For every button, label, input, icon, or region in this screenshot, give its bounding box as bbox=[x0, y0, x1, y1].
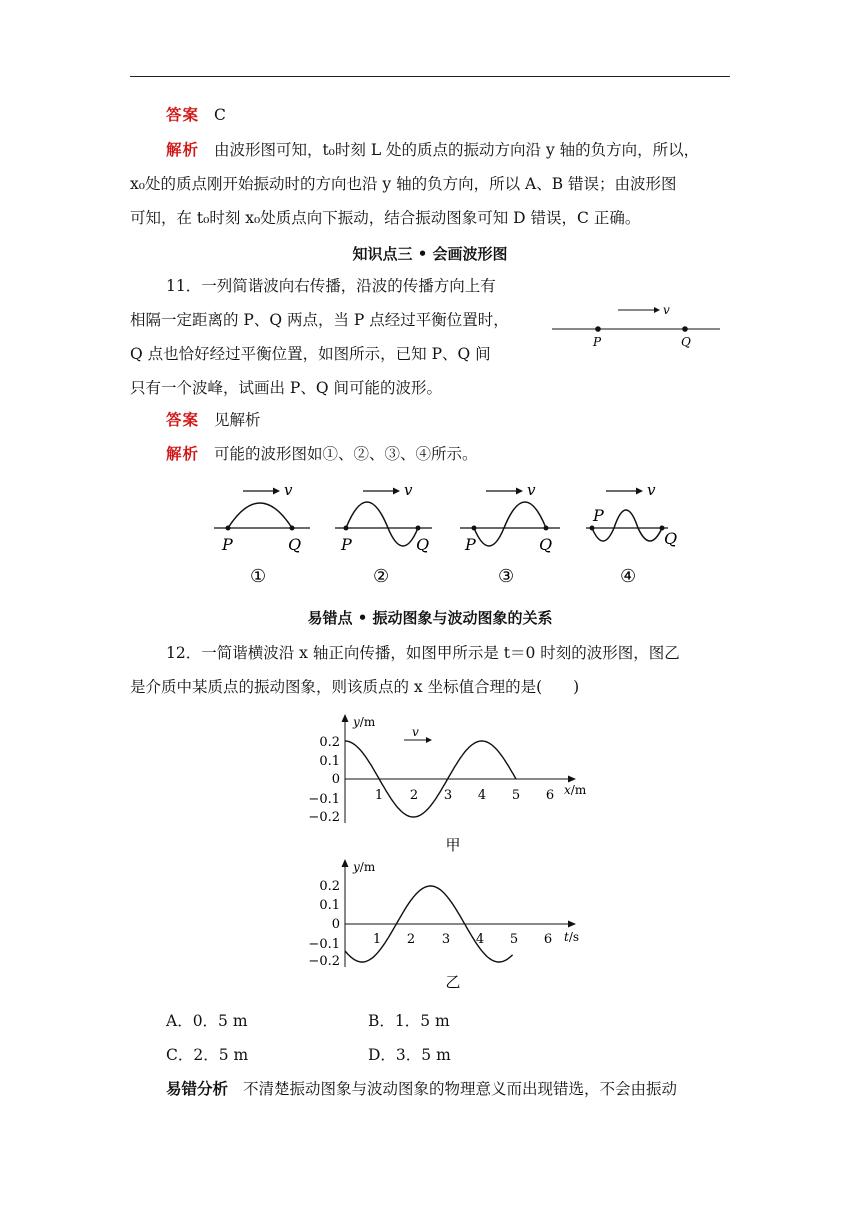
svg-text:④: ④ bbox=[620, 566, 637, 587]
q11-line1: 11．一列简谐波向右传播，沿波的传播方向上有 bbox=[166, 277, 496, 295]
svg-text:−0.1: −0.1 bbox=[308, 937, 340, 952]
point-p bbox=[595, 326, 601, 332]
svg-text:Q: Q bbox=[288, 535, 302, 554]
analysis-11 bbox=[166, 444, 766, 464]
svg-text:v: v bbox=[647, 481, 656, 499]
svg-text:0: 0 bbox=[331, 772, 340, 787]
svg-text:0.1: 0.1 bbox=[319, 754, 340, 769]
q12-line2: 是介质中某质点的振动图象，则该质点的 x 坐标值合理的是( ) bbox=[130, 678, 580, 696]
answer-label: 答案 bbox=[166, 411, 200, 429]
waveform-2 bbox=[335, 481, 432, 587]
answer-value: C bbox=[213, 106, 226, 124]
option-b: B．1．5 m bbox=[368, 1012, 450, 1030]
graph-jia bbox=[300, 710, 600, 858]
option-c: C．2．5 m bbox=[166, 1046, 249, 1064]
svg-text:−0.2: −0.2 bbox=[308, 954, 340, 969]
analysis-label: 解析 bbox=[166, 141, 200, 159]
analysis-10-line3: 可知，在 t₀时刻 x₀处质点向下振动，结合振动图象可知 D 错误，C 正确。 bbox=[130, 209, 641, 227]
svg-text:2: 2 bbox=[406, 932, 416, 947]
answer-10 bbox=[166, 105, 766, 125]
figure-v-label: v bbox=[663, 303, 670, 317]
svg-text:4: 4 bbox=[475, 932, 485, 947]
section-title: 易错点 • 振动图象与波动图象的关系 bbox=[307, 609, 553, 627]
analysis-text: 可能的波形图如①、②、③、④所示。 bbox=[213, 445, 478, 463]
header-rule bbox=[130, 76, 730, 77]
waveform-1 bbox=[214, 481, 310, 587]
answer-value: 见解析 bbox=[213, 411, 261, 429]
analysis-10-line2: x₀处的质点刚开始振动时的方向也沿 y 轴的负方向，所以 A、B 错误；由波形图 bbox=[130, 175, 677, 193]
option-a: A．0．5 m bbox=[166, 1012, 248, 1030]
svg-text:P: P bbox=[341, 535, 352, 554]
figure-q-label: Q bbox=[681, 335, 691, 349]
svg-text:Q: Q bbox=[416, 535, 430, 554]
analysis-10-line1 bbox=[166, 140, 766, 160]
svg-text:①: ① bbox=[250, 566, 267, 587]
graph-jia-xlabel: x/m bbox=[564, 783, 587, 797]
svg-text:3: 3 bbox=[443, 788, 453, 803]
svg-text:−0.2: −0.2 bbox=[308, 810, 340, 825]
waveform-3 bbox=[460, 481, 560, 587]
svg-text:②: ② bbox=[373, 566, 390, 587]
graph-yi-ylabel: y/m bbox=[353, 860, 376, 874]
svg-text:5: 5 bbox=[511, 788, 521, 803]
svg-text:P: P bbox=[222, 535, 233, 554]
svg-text:5: 5 bbox=[509, 932, 519, 947]
answer-label: 答案 bbox=[166, 106, 200, 124]
svg-text:2: 2 bbox=[409, 788, 419, 803]
svg-text:v: v bbox=[404, 481, 413, 499]
analysis-text: 由波形图可知，t₀时刻 L 处的质点的振动方向沿 y 轴的负方向，所以， bbox=[213, 141, 700, 159]
svg-text:P: P bbox=[465, 535, 476, 554]
error-analysis-label: 易错分析 bbox=[166, 1080, 229, 1098]
svg-text:Q: Q bbox=[664, 529, 678, 548]
svg-text:1: 1 bbox=[372, 932, 382, 947]
graph-yi-xlabel: t/s bbox=[564, 930, 580, 944]
analysis-label: 解析 bbox=[166, 445, 200, 463]
waveforms-figure bbox=[210, 478, 690, 588]
svg-text:v: v bbox=[527, 481, 536, 499]
graph-jia-v: v bbox=[412, 725, 419, 739]
figure-p-label: P bbox=[593, 335, 602, 349]
svg-text:③: ③ bbox=[498, 566, 515, 587]
q11-line3: Q 点也恰好经过平衡位置，如图所示，已知 P、Q 间 bbox=[130, 345, 491, 363]
svg-text:0: 0 bbox=[331, 917, 340, 932]
svg-text:v: v bbox=[284, 481, 293, 499]
q11-line4: 只有一个波峰，试画出 P、Q 间可能的波形。 bbox=[130, 379, 442, 397]
graph-jia-ylabel: y/m bbox=[353, 715, 376, 729]
section-title: 知识点三 • 会画波形图 bbox=[352, 245, 508, 263]
waveform-4 bbox=[586, 481, 677, 587]
q11-figure bbox=[550, 296, 725, 356]
svg-text:6: 6 bbox=[545, 788, 555, 803]
point-q bbox=[682, 326, 688, 332]
svg-text:0.1: 0.1 bbox=[319, 898, 340, 913]
svg-text:Q: Q bbox=[539, 535, 553, 554]
svg-text:0.2: 0.2 bbox=[319, 735, 340, 750]
svg-text:1: 1 bbox=[374, 788, 384, 803]
svg-text:6: 6 bbox=[543, 932, 553, 947]
option-d: D．3．5 m bbox=[368, 1046, 451, 1064]
graph-yi-caption: 乙 bbox=[445, 973, 461, 991]
graph-jia-caption: 甲 bbox=[445, 836, 461, 854]
svg-text:0.2: 0.2 bbox=[319, 879, 340, 894]
graph-yi bbox=[300, 855, 600, 995]
svg-text:−0.1: −0.1 bbox=[308, 792, 340, 807]
error-analysis bbox=[166, 1079, 766, 1099]
error-analysis-text: 不清楚振动图象与波动图象的物理意义而出现错选，不会由振动 bbox=[242, 1080, 677, 1098]
q11-line2: 相隔一定距离的 P、Q 两点，当 P 点经过平衡位置时， bbox=[130, 311, 509, 329]
answer-11 bbox=[166, 410, 766, 430]
q12-line1: 12．一简谐横波沿 x 轴正向传播，如图甲所示是 t＝0 时刻的波形图，图乙 bbox=[166, 644, 680, 662]
svg-text:4: 4 bbox=[477, 788, 487, 803]
svg-text:3: 3 bbox=[441, 932, 451, 947]
svg-text:P: P bbox=[593, 506, 604, 525]
